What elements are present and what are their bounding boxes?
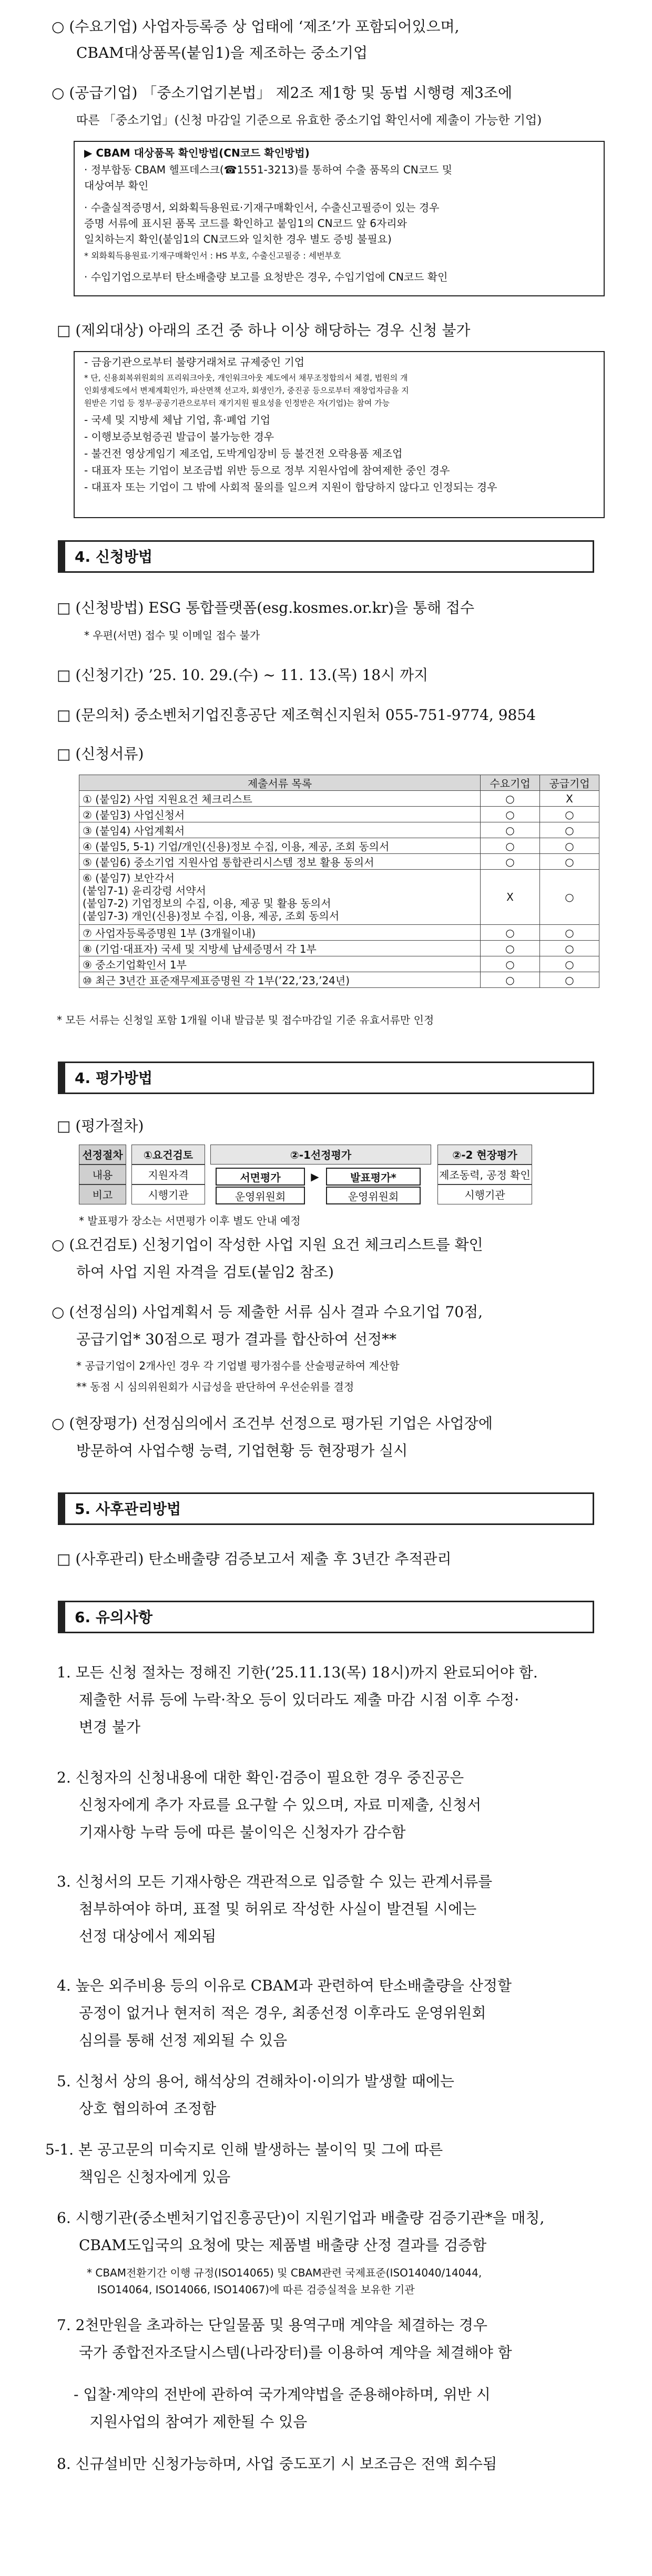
flow-written-eval-note: 운영위원회 <box>216 1187 305 1204</box>
demand-mark: ○ <box>481 838 540 854</box>
section-title: 6. 유의사항 <box>75 1609 153 1626</box>
supply-mark: ○ <box>540 956 599 972</box>
exclusion-line: - 대표자 또는 기업이 보조금법 위반 등으로 정부 지원사업에 참여제한 중인 경우 <box>84 464 450 477</box>
cbam-box-line: 일치하는지 확인(붙임1의 CN코드와 일치한 경우 별도 증빙 불필요) <box>84 233 392 245</box>
section-header-notes <box>58 1601 594 1633</box>
note-2-line: 2. 신청자의 신청내용에 대한 확인·검증이 필요한 경우 중진공은 <box>57 1769 464 1786</box>
note-5-line: 5. 신청서 상의 용어, 해석상의 견해차이·이의가 발생할 때에는 <box>57 2073 454 2090</box>
flow-content-header: 내용 <box>79 1165 126 1184</box>
flow-written-eval: 서면평가 <box>216 1168 305 1186</box>
note-4-line: 심의를 통해 선정 제외될 수 있음 <box>79 2032 288 2049</box>
doc-item-line: ⑥ (붙임7) 보안각서 <box>83 872 175 884</box>
table-row <box>79 854 599 870</box>
doc-item: ③ (붙임4) 사업계획서 <box>79 822 481 838</box>
flow-note: * 발표평가 장소는 서면평가 이후 별도 안내 예정 <box>79 1214 301 1227</box>
section-header-evaluation <box>58 1062 594 1094</box>
exclusion-line: 원받은 기업 등 정부·공공기관으로부터 재기지원 필요성을 인정받은 자(기업)는 참여 가능 <box>84 398 390 408</box>
note-1-line: 1. 모든 신청 절차는 정해진 기한(’25.11.13(목) 18시)까지 완료되어야 함. <box>57 1664 538 1681</box>
procedure-label: □ (평가절차) <box>57 1117 144 1135</box>
site-eval-2: 방문하여 사업수행 능력, 기업현황 등 현장평가 실시 <box>76 1442 408 1459</box>
flow-presentation-eval-note: 운영위원회 <box>326 1187 421 1204</box>
doc-item: ⑧ (기업·대표자) 국세 및 지방세 납세증명서 각 1부 <box>79 941 481 956</box>
table-header-row <box>79 775 599 791</box>
cbam-box-title: ▶ CBAM 대상품목 확인방법(CN코드 확인방법) <box>84 147 310 159</box>
section-title: 4. 신청방법 <box>75 548 153 565</box>
exclusion-line: - 대표자 또는 기업이 그 밖에 사회적 물의를 일으켜 지원이 합당하지 않다고 인정되는 경우 <box>84 481 497 493</box>
supply-mark: ○ <box>540 838 599 854</box>
cbam-box-line: · 수출실적증명서, 외화획득용원료·기재구매확인서, 수출신고필증이 있는 경우 <box>84 201 440 214</box>
doc-item: ⑩ 최근 3년간 표준재무제표증명원 각 1부(’22,’23,’24년) <box>79 972 481 988</box>
doc-item: ④ (붙임5, 5-1) 기업/개인(신용)정보 수집, 이용, 제공, 조회 동의서 <box>79 838 481 854</box>
supply-mark: X <box>540 791 599 807</box>
cbam-box-line: · 수입기업으로부터 탄소배출량 보고를 요청받은 경우, 수입기업에 CN코드 확인 <box>84 271 448 283</box>
section-header-aftercare <box>58 1492 594 1525</box>
requirement-review-1: ○ (요건검토) 신청기업이 작성한 사업 지원 요건 체크리스트를 확인 <box>52 1236 483 1253</box>
flow-step-site: ②-2 현장평가 <box>437 1145 532 1165</box>
demand-mark: ○ <box>481 807 540 822</box>
flow-note-header: 비고 <box>79 1184 126 1204</box>
table-row <box>79 791 599 807</box>
table-row <box>79 807 599 822</box>
doc-item: ② (붙임3) 사업신청서 <box>79 807 481 822</box>
note-7-line: - 입찰·계약의 전반에 관하여 국가계약법을 준용해야하며, 위반 시 <box>74 2386 491 2403</box>
exclusion-line: * 단, 신용회복위원회의 프리워크아웃, 개인워크아웃 제도에서 채무조정합의서 체결, 법원의 개 <box>84 373 408 383</box>
note-7-line: 국가 종합전자조달시스템(나라장터)를 이용하여 계약을 체결해야 함 <box>79 2344 512 2361</box>
site-eval-1: ○ (현장평가) 선정심의에서 조건부 선정으로 평가된 기업은 사업장에 <box>52 1415 493 1432</box>
doc-item: ⑨ 중소기업확인서 1부 <box>79 956 481 972</box>
flow-step-requirement-content: 지원자격 <box>131 1165 205 1184</box>
flow-step-requirement-note: 시행기관 <box>131 1184 205 1204</box>
note-4-line: 공정이 없거나 현저히 적은 경우, 최종선정 이후라도 운영위원회 <box>79 2004 486 2022</box>
note-6-subnote: ISO14064, ISO14066, ISO14067)에 따른 검증실적을 보유한 기관 <box>97 2283 415 2296</box>
doc-item: ⑤ (붙임6) 중소기업 지원사업 통합관리시스템 정보 활용 동의서 <box>79 854 481 870</box>
table-row <box>79 838 599 854</box>
demand-mark: ○ <box>481 822 540 838</box>
cbam-box-line: * 외화획득용원료·기재구매확인서 : HS 부호, 수출신고필증 : 세번부호 <box>84 251 341 261</box>
selection-eval-note-1: * 공급기업이 2개사인 경우 각 기업별 평가점수를 산술평균하여 계산함 <box>76 1359 400 1372</box>
cbam-box-line: 증명 서류에 표시된 품목 코드를 확인하고 붙임1의 CN코드 앞 6자리와 <box>84 217 407 230</box>
doc-item-line: (붙임7-3) 개인(신용)정보 수집, 이용, 제공, 조회 동의서 <box>83 910 340 922</box>
exclusion-line: - 불건전 영상게임기 제조업, 도박게임장비 등 불건전 오락용품 제조업 <box>84 447 403 460</box>
note-7-line: 지원사업의 참여가 제한될 수 있음 <box>89 2413 308 2430</box>
note-2-line: 신청자에게 추가 자료를 요구할 수 있으며, 자료 미제출, 신청서 <box>79 1796 482 1813</box>
note-4-line: 4. 높은 외주비용 등의 이유로 CBAM과 관련하여 탄소배출량을 산정할 <box>57 1977 512 1994</box>
supply-mark: ○ <box>540 941 599 956</box>
supply-line-2: 따른 「중소기업」(신청 마감일 기준으로 유효한 중소기업 확인서에 제출이 가능한 기업) <box>76 114 542 127</box>
demand-mark: ○ <box>481 791 540 807</box>
flow-step-requirement: ①요건검토 <box>131 1145 205 1165</box>
table-row <box>79 941 599 956</box>
contact-info: □ (문의처) 중소벤처기업진흥공단 제조혁신지원처 055-751-9774, 9854 <box>57 706 536 724</box>
docs-note: * 모든 서류는 신청일 포함 1개월 이내 발급분 및 접수마감일 기준 유효서류만 인정 <box>57 1014 434 1026</box>
table-row <box>79 956 599 972</box>
section-header-application <box>58 540 594 573</box>
doc-item: ⑦ 사업자등록증명원 1부 (3개월이내) <box>79 925 481 941</box>
note-5-line: 상호 협의하여 조정함 <box>79 2100 217 2117</box>
table-row <box>79 972 599 988</box>
exclusion-line: - 이행보증보험증권 발급이 불가능한 경우 <box>84 430 274 443</box>
note-6-subnote: * CBAM전환기간 이행 규정(ISO14065) 및 CBAM관련 국제표준(ISO14040/14044, <box>87 2266 482 2279</box>
demand-line-2: CBAM대상품목(붙임1)을 제조하는 중소기업 <box>76 44 368 61</box>
demand-mark: ○ <box>481 956 540 972</box>
supply-line-1: ○ (공급기업) 「중소기업기본법」 제2조 제1항 및 동법 시행령 제3조에 <box>52 84 513 101</box>
exclusion-line: - 국세 및 지방세 체납 기업, 휴·폐업 기업 <box>84 414 271 426</box>
docs-label: □ (신청서류) <box>57 745 144 763</box>
table-row <box>79 925 599 941</box>
supply-mark: ○ <box>540 870 599 925</box>
application-method-note: * 우편(서면) 접수 및 이메일 접수 불가 <box>84 629 260 642</box>
selection-eval-note-2: ** 동점 시 심의위원회가 시급성을 판단하여 우선순위를 결정 <box>76 1380 354 1393</box>
doc-item <box>79 870 481 925</box>
aftercare-text: □ (사후관리) 탄소배출량 검증보고서 제출 후 3년간 추적관리 <box>57 1550 452 1568</box>
note-3-line: 선정 대상에서 제외됨 <box>79 1928 217 1945</box>
exclusion-line: 인회생제도에서 변제계획인가, 파산면책 선고자, 회생인가, 중진공 등으로부터 재창업자금을 지 <box>84 386 409 395</box>
demand-line-1: ○ (수요기업) 사업자등록증 상 업태에 ‘제조’가 포함되어있으며, <box>52 18 460 35</box>
supply-mark: ○ <box>540 854 599 870</box>
flow-stage-header: 선정절차 <box>79 1145 126 1165</box>
note-3-line: 첨부하여야 하며, 표절 및 허위로 작성한 사실이 발견될 시에는 <box>79 1900 477 1918</box>
exclusion-line: - 금융기관으로부터 불량거래처로 규제중인 기업 <box>84 356 305 368</box>
note-6-line: 6. 시행기관(중소벤처기업진흥공단)이 지원기업과 배출량 검증기관*을 매칭, <box>57 2209 545 2227</box>
table-header: 수요기업 <box>481 775 540 791</box>
section-title: 4. 평가방법 <box>75 1069 153 1087</box>
cbam-box-line: · 정부합동 CBAM 헬프데스크(☎1551-3213)를 통하여 수출 품목의 CN코드 및 <box>84 163 453 176</box>
note-1-line: 변경 불가 <box>79 1718 141 1736</box>
demand-mark: ○ <box>481 972 540 988</box>
cbam-box-line: 대상여부 확인 <box>84 179 149 192</box>
doc-item: ① (붙임2) 사업 지원요건 체크리스트 <box>79 791 481 807</box>
note-2-line: 기재사항 누락 등에 따른 불이익은 신청자가 감수함 <box>79 1823 406 1841</box>
table-header: 공급기업 <box>540 775 599 791</box>
note-3-line: 3. 신청서의 모든 기재사항은 객관적으로 입증할 수 있는 관계서류를 <box>57 1873 493 1890</box>
note-5-1-line: 5-1. 본 공고문의 미숙지로 인해 발생하는 불이익 및 그에 따른 <box>45 2141 443 2158</box>
note-8-line: 8. 신규설비만 신청가능하며, 사업 중도포기 시 보조금은 전액 회수됨 <box>57 2455 497 2472</box>
application-period: □ (신청기간) ’25. 10. 29.(수) ~ 11. 13.(목) 18시 까지 <box>57 666 429 684</box>
selection-eval-2: 공급기업* 30점으로 평가 결과를 합산하여 선정** <box>76 1331 396 1348</box>
flow-step-site-note: 시행기관 <box>437 1184 532 1204</box>
doc-item-line: (붙임7-1) 윤리강령 서약서 <box>83 884 206 897</box>
flow-step-site-content: 제조동력, 공정 확인 <box>437 1165 532 1184</box>
table-row <box>79 822 599 838</box>
application-method: □ (신청방법) ESG 통합플랫폼(esg.kosmes.or.kr)을 통해 접수 <box>57 599 475 616</box>
note-7-line: 7. 2천만원을 초과하는 단일물품 및 용역구매 계약을 체결하는 경우 <box>57 2316 487 2334</box>
flow-presentation-eval: 발표평가* <box>326 1168 421 1186</box>
exclusion-intro: □ (제외대상) 아래의 조건 중 하나 이상 해당하는 경우 신청 불가 <box>57 322 471 339</box>
flow-step-selection: ②-1선정평가 <box>210 1145 431 1165</box>
docs-table <box>79 775 599 988</box>
supply-mark: ○ <box>540 807 599 822</box>
section-title: 5. 사후관리방법 <box>75 1500 181 1518</box>
requirement-review-2: 하여 사업 지원 자격을 검토(붙임2 참조) <box>76 1263 334 1281</box>
table-header: 제출서류 목록 <box>79 775 481 791</box>
supply-mark: ○ <box>540 822 599 838</box>
flow-arrow-icon: ▶ <box>311 1170 319 1183</box>
demand-mark: ○ <box>481 925 540 941</box>
demand-mark: ○ <box>481 854 540 870</box>
selection-eval-1: ○ (선정심의) 사업계획서 등 제출한 서류 심사 결과 수요기업 70점, <box>52 1303 483 1321</box>
demand-mark: X <box>481 870 540 925</box>
note-5-1-line: 책임은 신청자에게 있음 <box>79 2168 231 2186</box>
supply-mark: ○ <box>540 925 599 941</box>
doc-item-line: (붙임7-2) 기업정보의 수집, 이용, 제공 및 활용 동의서 <box>83 897 331 910</box>
note-1-line: 제출한 서류 등에 누락·착오 등이 있더라도 제출 마감 시점 이후 수정· <box>79 1691 519 1708</box>
supply-mark: ○ <box>540 972 599 988</box>
note-6-line: CBAM도입국의 요청에 맞는 제품별 배출량 산정 결과를 검증함 <box>79 2237 487 2254</box>
table-row <box>79 870 599 925</box>
demand-mark: ○ <box>481 941 540 956</box>
